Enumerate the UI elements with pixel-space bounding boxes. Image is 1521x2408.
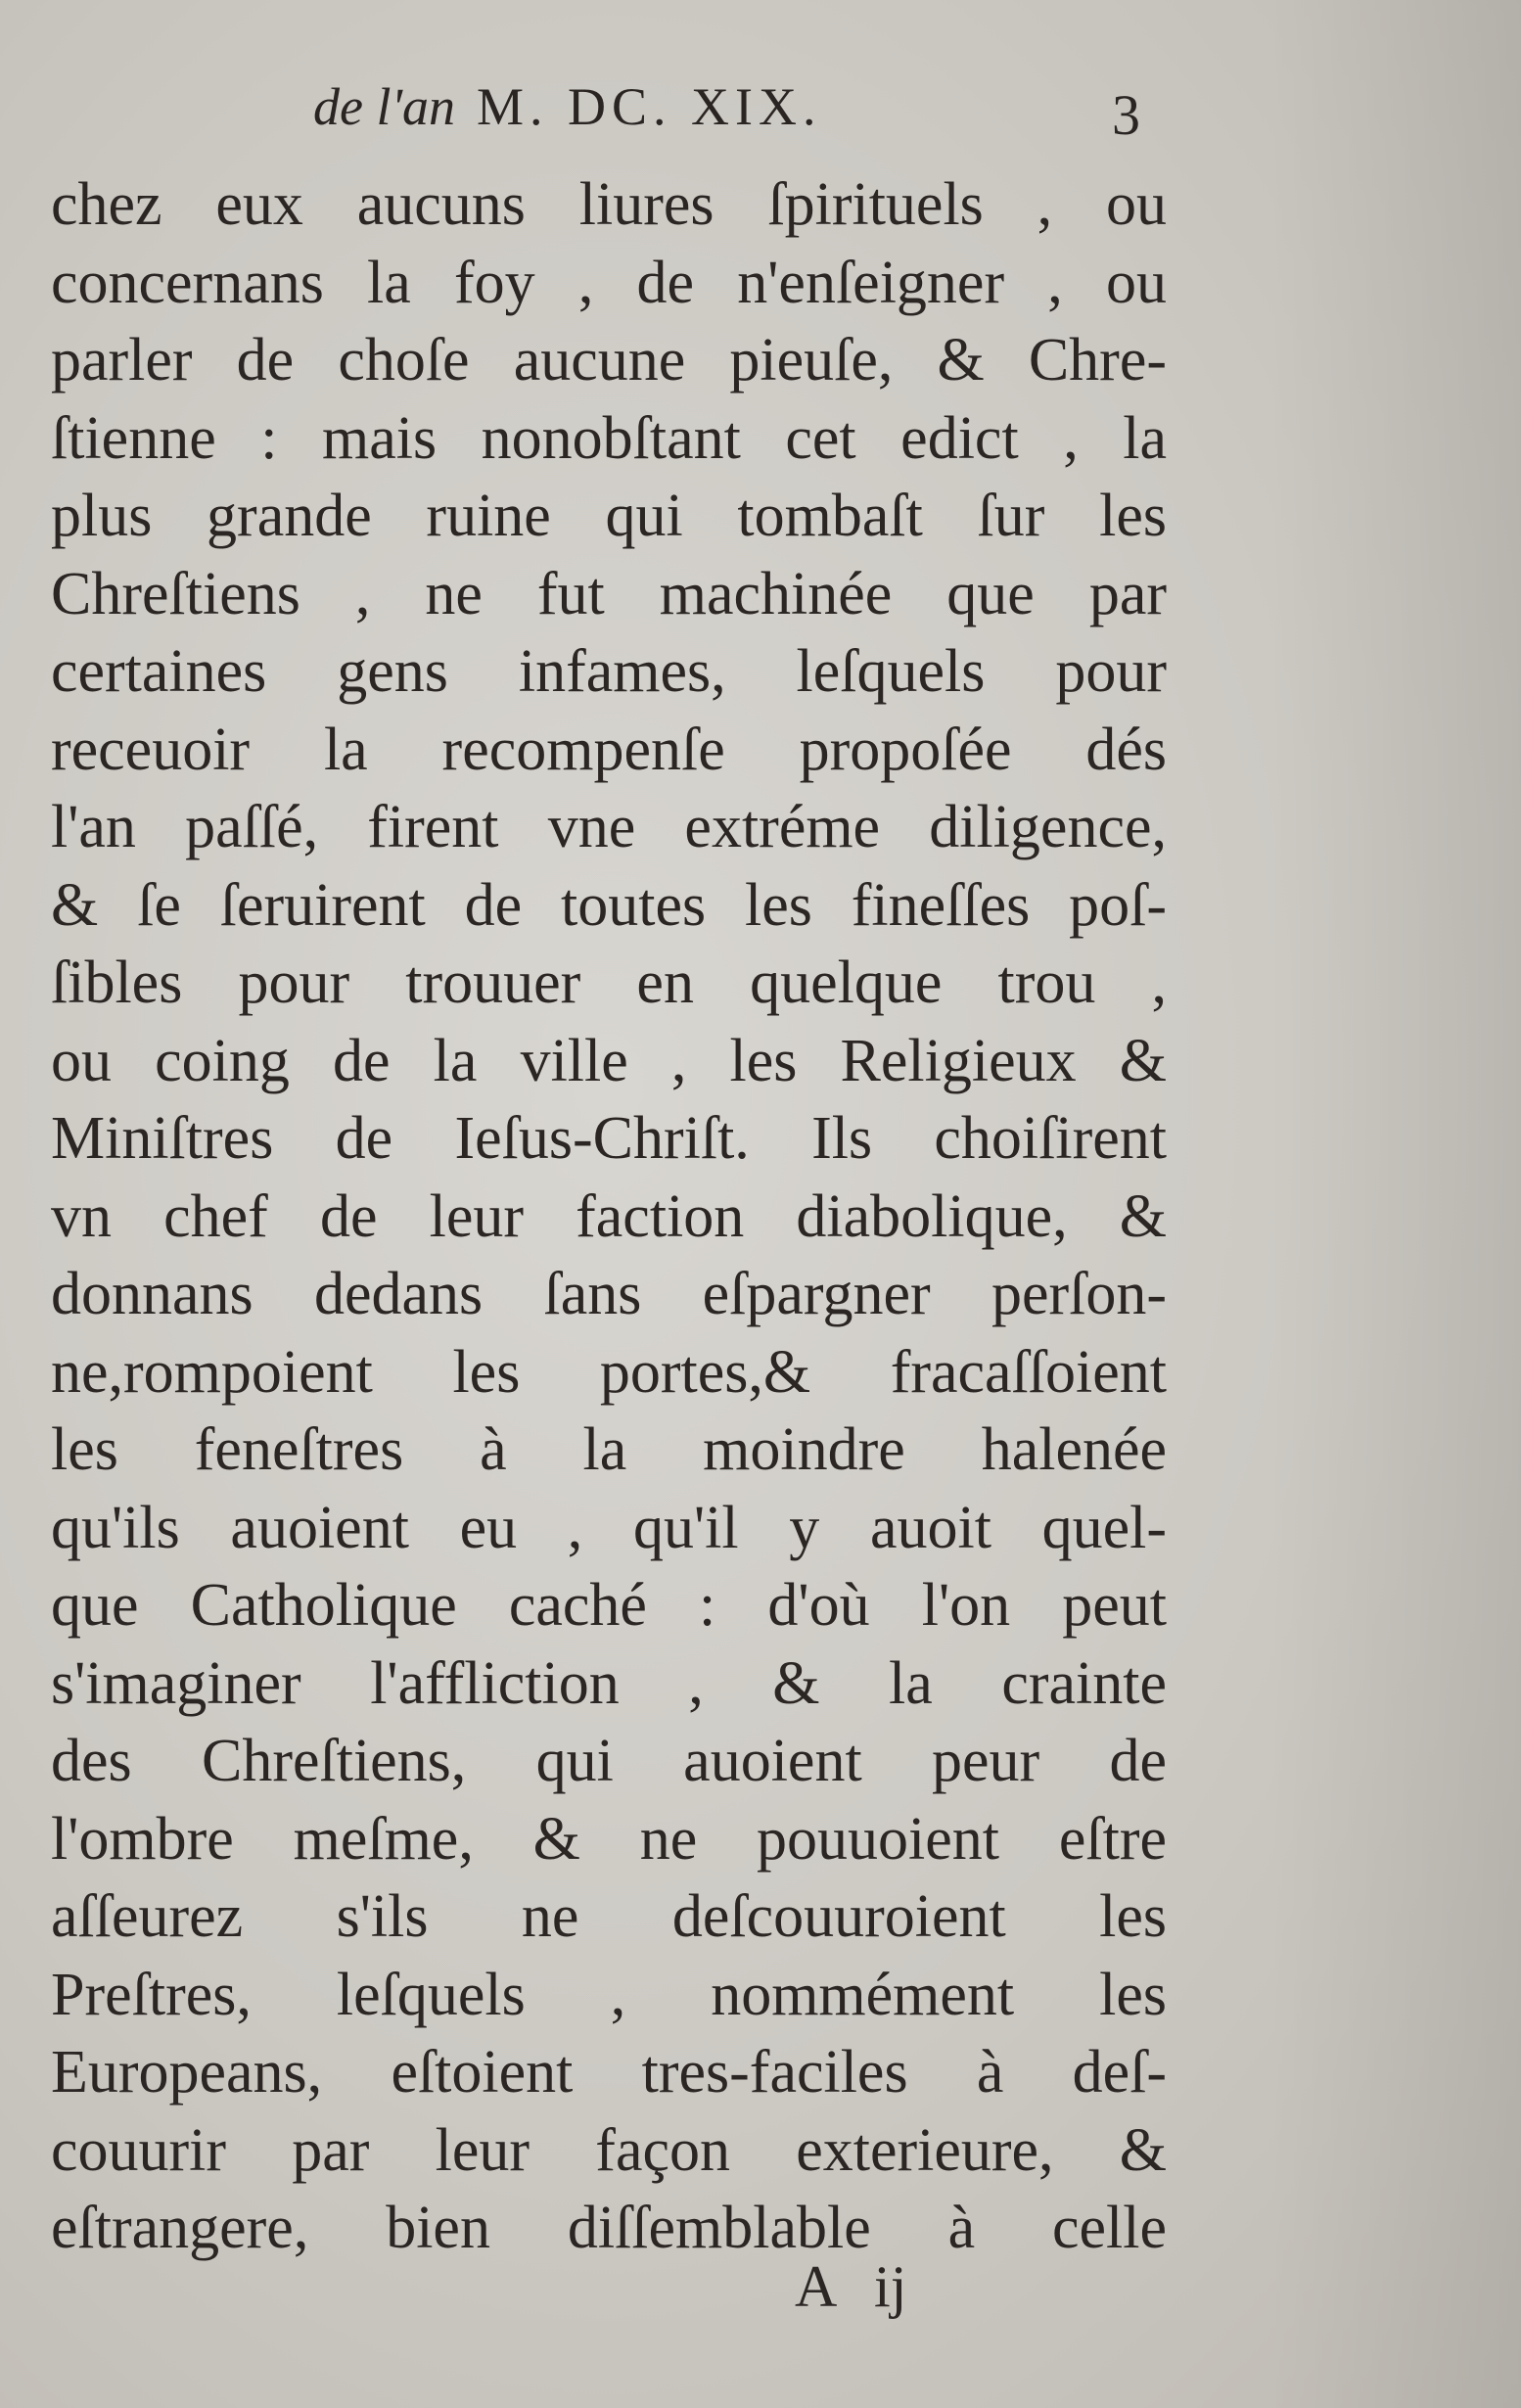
text-line: receuoir la recompenſe propoſée dés [51, 716, 1167, 783]
text-line: vn chef de leur faction diabolique, & [51, 1182, 1167, 1250]
body-text [51, 166, 1167, 2268]
text-line: plus grande ruine qui tombaſt ſur les [51, 483, 1167, 549]
text-line: Chreſtiens , ne fut machinée que par [51, 560, 1167, 627]
running-header [313, 76, 1175, 164]
text-line: parler de choſe aucune pieuſe, & Chre- [51, 327, 1167, 394]
page-number: 3 [1112, 83, 1140, 147]
text-line: l'ombre meſme, & ne pouuoient eſtre [51, 1805, 1167, 1873]
text-line: concernans la foy , de n'enſeigner , ou [51, 249, 1167, 316]
text-line: qu'ils auoient eu , qu'il y auoit quel- [51, 1494, 1167, 1561]
text-line: l'an paſſé, firent vne extréme diligence, [51, 794, 1167, 860]
text-line: chez eux aucuns liures ſpirituels , ou [51, 171, 1167, 238]
text-line: que Catholique caché : d'où l'on peut [51, 1572, 1167, 1639]
text-line: couurir par leur façon exterieure, & [51, 2116, 1167, 2184]
text-line: s'imaginer l'affliction , & la crainte [51, 1649, 1167, 1717]
text-line: Miniſtres de Ieſus-Chriſt. Ils choiſirent [51, 1105, 1167, 1172]
text-line: Europeans, eſtoient tres-faciles à deſ- [51, 2039, 1167, 2106]
text-line: certaines gens infames, leſquels pour [51, 638, 1167, 705]
text-line: ne,rompoient les portes,& fracaſſoient [51, 1338, 1167, 1406]
text-line: donnans dedans ſans eſpargner perſon- [51, 1261, 1167, 1327]
text-line: aſſeurez s'ils ne deſcouuroient les [51, 1883, 1167, 1950]
text-line: des Chreſtiens, qui auoient peur de [51, 1728, 1167, 1794]
running-title [313, 76, 822, 137]
running-title-year: M. DC. XIX. [477, 77, 822, 136]
text-line: ſtienne : mais nonobſtant cet edict , la [51, 404, 1167, 472]
text-line: les feneſtres à la moindre halenée [51, 1416, 1167, 1483]
signature-mark: A ij [795, 2254, 907, 2319]
text-line: Preſtres, leſquels , nommément les [51, 1961, 1167, 2028]
text-line: ſibles pour trouuer en quelque trou , [51, 949, 1167, 1016]
text-line: & ſe ſeruirent de toutes les fineſſes poſ- [51, 871, 1167, 939]
running-title-italic: de l'an [313, 77, 456, 136]
text-line: eſtrangere, bien diſſemblable à celle [51, 2195, 1167, 2261]
text-line: ou coing de la ville , les Religieux & [51, 1027, 1167, 1094]
